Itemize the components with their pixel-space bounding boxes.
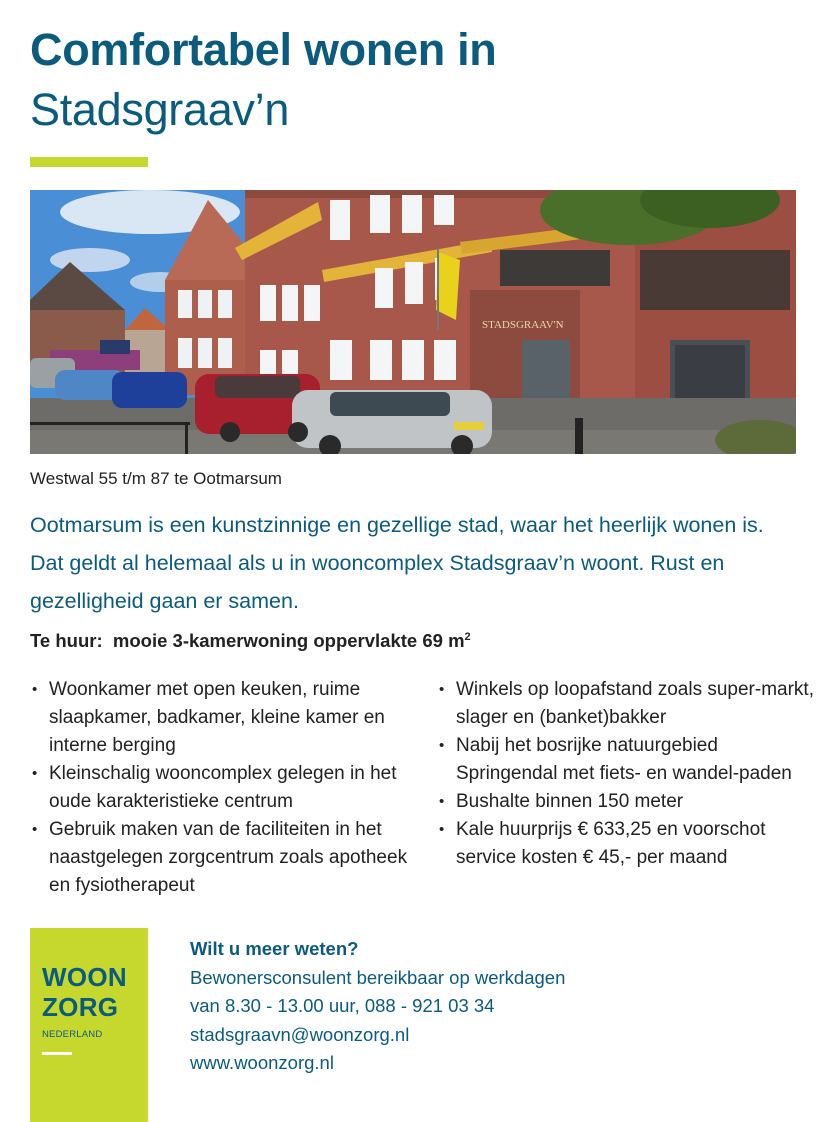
logo-line-woon: WOON xyxy=(42,962,127,992)
intro-text: Ootmarsum is een kunstzinnige en gezellige stad, waar het heerlijk wonen is. Dat geldt al helemaal als u in wooncomplex Stadsgraav’n woont. Rust en gezelligheid gaan er samen. xyxy=(30,513,764,613)
offer-heading xyxy=(30,630,471,652)
logo-line-nederland: NEDERLAND xyxy=(42,1029,103,1040)
photo-caption: Westwal 55 t/m 87 te Ootmarsum xyxy=(30,469,282,488)
building-photo xyxy=(30,190,796,454)
features-right-list xyxy=(437,676,822,872)
list-item: • Kleinschalig wooncomplex gelegen in het oude karakteristieke centrum xyxy=(30,760,425,816)
building-sign: STADSGRAAV'N xyxy=(482,319,564,331)
contact-email[interactable]: stadsgraavn@woonzorg.nl xyxy=(190,1023,410,1045)
list-item: • Bushalte binnen 150 meter xyxy=(437,788,822,816)
contact-block xyxy=(190,935,565,1078)
contact-website[interactable]: www.woonzorg.nl xyxy=(190,1052,334,1073)
offer-label: Te huur: xyxy=(30,630,103,651)
list-item: • Kale huurprijs € 633,25 en voorschot service kosten € 45,- per maand xyxy=(437,816,822,872)
page-subtitle: Stadsgraav’n xyxy=(30,84,290,135)
list-item: • Winkels op loopafstand zoals super-markt, slager en (banket)bakker xyxy=(437,676,822,732)
logo-dash xyxy=(42,1052,72,1055)
contact-line-phone: van 8.30 - 13.00 uur, 088 - 921 03 34 xyxy=(190,995,495,1016)
offer-text: mooie 3-kamerwoning oppervlakte 69 m xyxy=(112,630,465,651)
list-item: • Gebruik maken van de faciliteiten in het naastgelegen zorgcentrum zoals apotheek en fysiotherapeut xyxy=(30,816,425,900)
contact-line-hours: Bewonersconsulent bereikbaar op werkdagen xyxy=(190,966,566,988)
offer-unit-sup: 2 xyxy=(464,630,471,643)
list-item: • Nabij het bosrijke natuurgebied Springendal met fiets- en wandel-paden xyxy=(437,732,822,788)
logo-line-zorg: ZORG xyxy=(42,992,119,1022)
list-item: • Woonkamer met open keuken, ruime slaapkamer, badkamer, kleine kamer en interne berging xyxy=(30,676,425,760)
contact-heading: Wilt u meer weten? xyxy=(190,938,359,959)
features-left-list xyxy=(30,676,425,900)
page-title: Comfortabel wonen in xyxy=(30,24,497,75)
woonzorg-logo xyxy=(30,928,148,1122)
accent-bar xyxy=(30,157,148,167)
